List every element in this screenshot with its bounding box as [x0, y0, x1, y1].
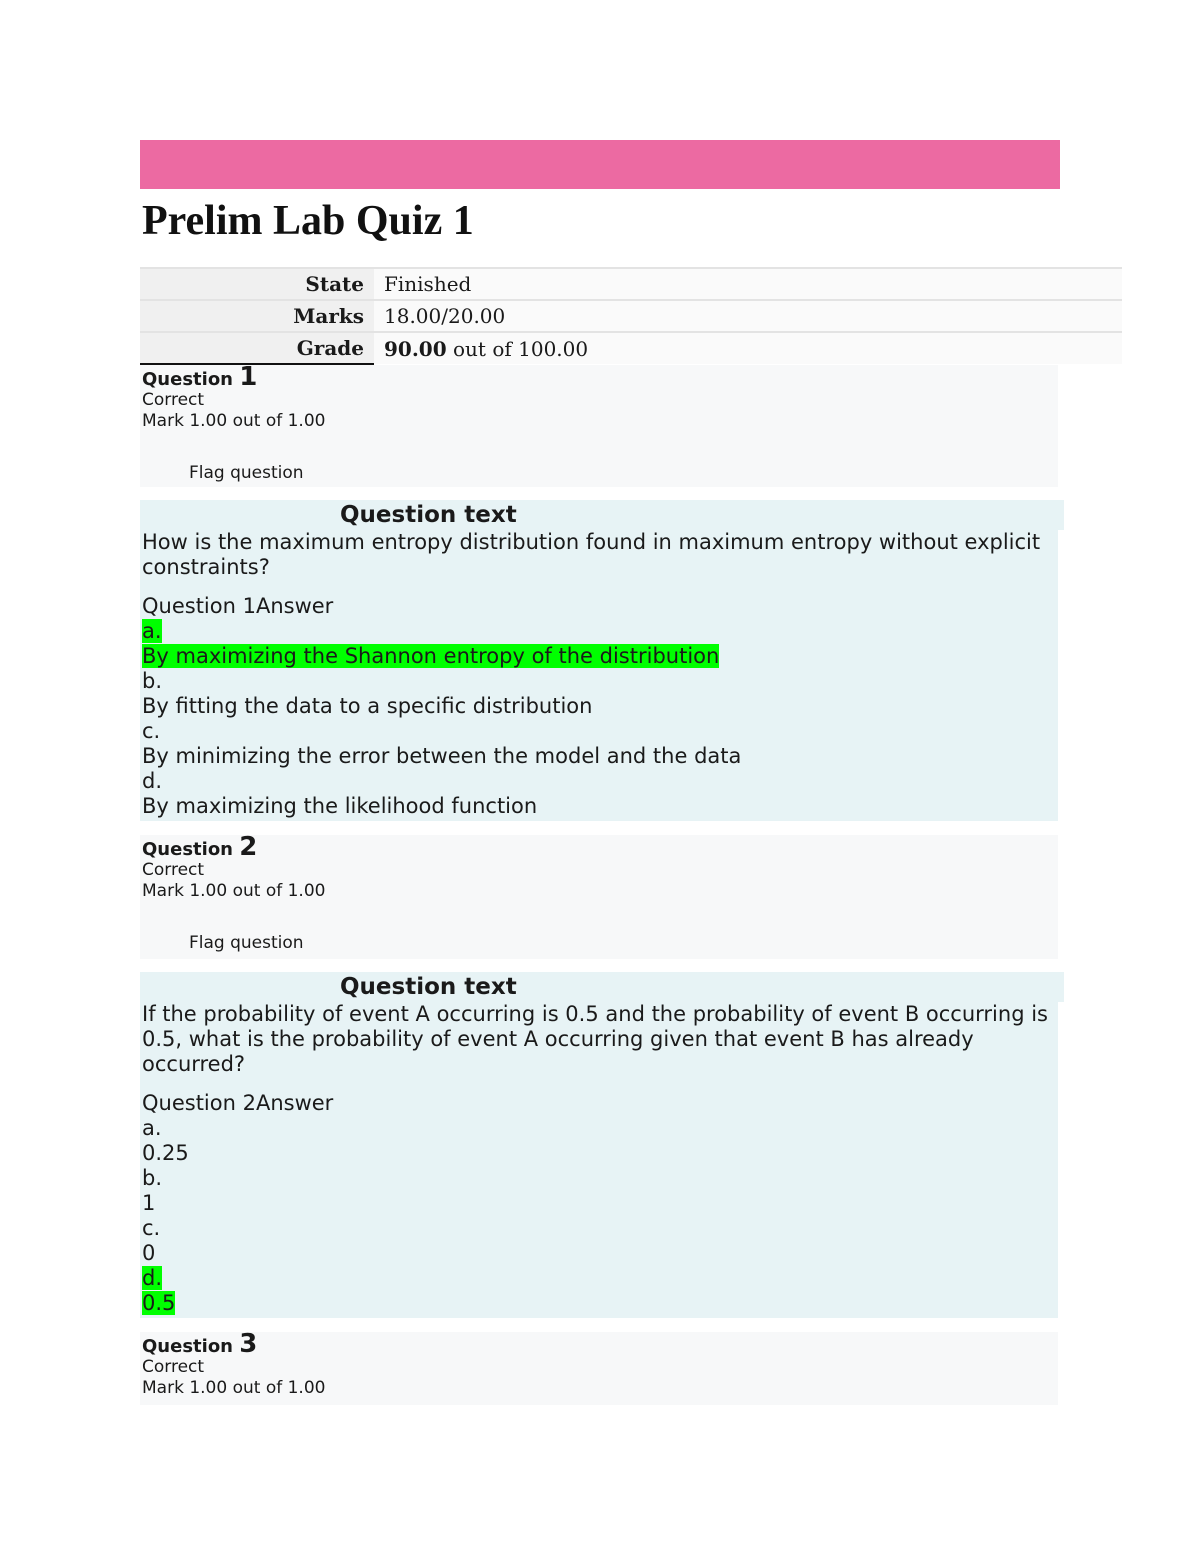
answer-option[interactable] [142, 1166, 1058, 1216]
option-letter: c. [142, 1216, 161, 1240]
option-letter: b. [142, 669, 163, 693]
question-prompt: If the probability of event A occurring is 0.5 and the probability of event B occurring is 0.5, what is the probability of event A occurring given that event B has already occurred? [142, 1002, 1048, 1076]
question-text-heading: Question text [142, 972, 1064, 1002]
answer-option[interactable] [142, 1216, 1058, 1266]
question-prompt: How is the maximum entropy distribution found in maximum entropy without explicit constraints? [142, 530, 1041, 579]
question-label: Question [142, 369, 233, 390]
answer-option[interactable] [142, 1266, 1058, 1316]
option-text: 1 [142, 1191, 156, 1215]
option-letter: a. [142, 1116, 162, 1140]
question-number-value: 2 [239, 832, 258, 862]
option-text: 0.25 [142, 1141, 189, 1165]
option-letter: c. [142, 719, 161, 743]
summary-value: 18.00/20.00 [374, 300, 1122, 332]
question-status: Correct [142, 860, 205, 880]
option-text: By maximizing the Shannon entropy of the distribution [142, 644, 720, 668]
header-bar [140, 140, 1060, 189]
option-text: By fitting the data to a specific distribution [142, 694, 593, 718]
option-letter: b. [142, 1166, 163, 1190]
page-title: Prelim Lab Quiz 1 [142, 198, 474, 244]
question-number [142, 832, 1058, 862]
question-info [140, 832, 1058, 959]
option-letter: d. [142, 1266, 163, 1290]
question-content [140, 972, 1058, 1318]
summary-row-state [140, 268, 1122, 300]
summary-table [140, 267, 1122, 365]
answer-option[interactable] [142, 1116, 1058, 1166]
summary-value: Finished [374, 268, 1122, 300]
option-text: By maximizing the likelihood function [142, 794, 538, 818]
option-text: 0 [142, 1241, 156, 1265]
question-mark: Mark 1.00 out of 1.00 [142, 881, 326, 901]
summary-value [374, 332, 1122, 364]
question-number-value: 1 [239, 362, 258, 392]
question-mark: Mark 1.00 out of 1.00 [142, 411, 326, 431]
question-status: Correct [142, 390, 205, 410]
option-letter: a. [142, 619, 162, 643]
question-number [142, 362, 1058, 392]
answer-heading: Question 2Answer [142, 1091, 334, 1115]
question-number-value: 3 [239, 1329, 258, 1359]
option-text: 0.5 [142, 1291, 176, 1315]
summary-label: Grade [140, 332, 374, 364]
quiz-review-page [140, 140, 1060, 1405]
question-status: Correct [142, 1357, 205, 1377]
flag-question-link[interactable]: Flag question [189, 933, 304, 953]
answer-option[interactable] [142, 769, 1058, 819]
answer-option[interactable] [142, 669, 1058, 719]
option-text: By minimizing the error between the model and the data [142, 744, 742, 768]
summary-row-marks [140, 300, 1122, 332]
question-number [142, 1329, 1058, 1359]
question-label: Question [142, 1336, 233, 1357]
flag-question-link[interactable]: Flag question [189, 463, 304, 483]
answer-option[interactable] [142, 619, 1058, 669]
option-letter: d. [142, 769, 163, 793]
question-mark: Mark 1.00 out of 1.00 [142, 1378, 326, 1398]
answer-heading: Question 1Answer [142, 594, 334, 618]
grade-value: 90.00 [384, 336, 447, 361]
grade-out-of: out of 100.00 [446, 336, 589, 361]
summary-label: Marks [140, 300, 374, 332]
question-label: Question [142, 839, 233, 860]
summary-label: State [140, 268, 374, 300]
question-text-heading: Question text [142, 500, 1064, 530]
question-info [140, 1329, 1058, 1405]
summary-row-grade [140, 332, 1122, 364]
answer-option[interactable] [142, 719, 1058, 769]
question-content [140, 500, 1058, 821]
question-info [140, 362, 1058, 487]
